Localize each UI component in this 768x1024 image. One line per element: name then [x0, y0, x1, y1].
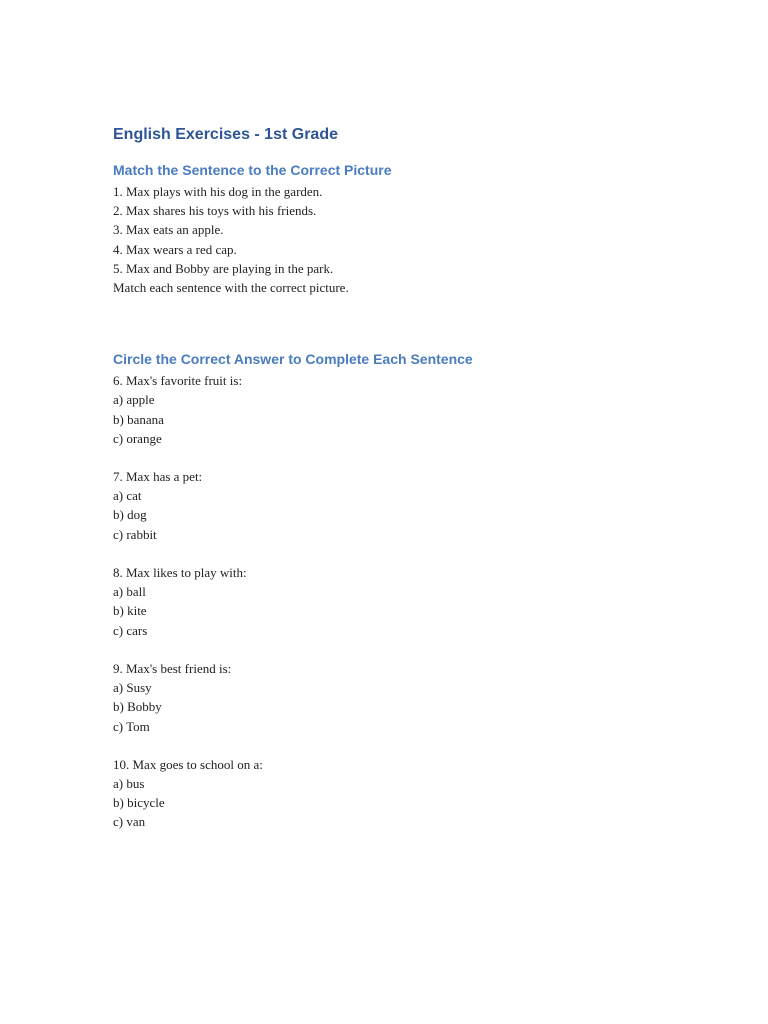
matching-section [113, 182, 693, 297]
blank-line [113, 448, 693, 467]
matching-instruction: Match each sentence with the correct picture. [113, 279, 349, 295]
question-prompt: 8. Max likes to play with: [113, 565, 247, 580]
answer-option: c) rabbit [113, 526, 157, 542]
answer-option: a) apple [113, 392, 155, 408]
answer-option: c) cars [113, 622, 148, 638]
question-block [113, 563, 693, 640]
answer-option: b) dog [113, 507, 147, 523]
sentence-item: 3. Max eats an apple. [113, 222, 224, 238]
blank-line [113, 736, 693, 755]
question-prompt: 6. Max's favorite fruit is: [113, 373, 243, 389]
answer-option: b) banana [113, 411, 164, 427]
answer-option: c) Tom [113, 718, 150, 734]
sentence-item: 2. Max shares his toys with his friends. [113, 203, 317, 219]
sentence-item: 1. Max plays with his dog in the garden. [113, 184, 323, 199]
multiple-choice-section [113, 371, 693, 832]
section-heading-matching: Match the Sentence to the Correct Picture [113, 162, 392, 178]
answer-option: c) van [113, 814, 146, 830]
question-prompt: 7. Max has a pet: [113, 469, 203, 485]
answer-option: b) kite [113, 603, 147, 619]
question-block [113, 467, 693, 544]
answer-option: c) orange [113, 430, 162, 446]
question-prompt: 9. Max's best friend is: [113, 660, 232, 676]
section-heading-multiple-choice: Circle the Correct Answer to Complete Each Sentence [113, 351, 473, 368]
blank-line [113, 544, 693, 563]
answer-option: a) cat [113, 488, 142, 504]
sentence-item: 4. Max wears a red cap. [113, 241, 237, 257]
document-title: English Exercises - 1st Grade [113, 126, 338, 143]
question-block [113, 371, 693, 448]
question-prompt: 10. Max goes to school on a: [113, 756, 263, 772]
sentence-item: 5. Max and Bobby are playing in the park. [113, 260, 334, 276]
answer-option: a) bus [113, 776, 145, 792]
document-page [113, 124, 693, 832]
blank-line [113, 640, 693, 659]
answer-option: a) Susy [113, 680, 152, 696]
answer-option: b) Bobby [113, 699, 162, 715]
answer-option: a) ball [113, 584, 146, 600]
question-block [113, 659, 693, 736]
answer-option: b) bicycle [113, 795, 165, 811]
question-block [113, 755, 693, 832]
